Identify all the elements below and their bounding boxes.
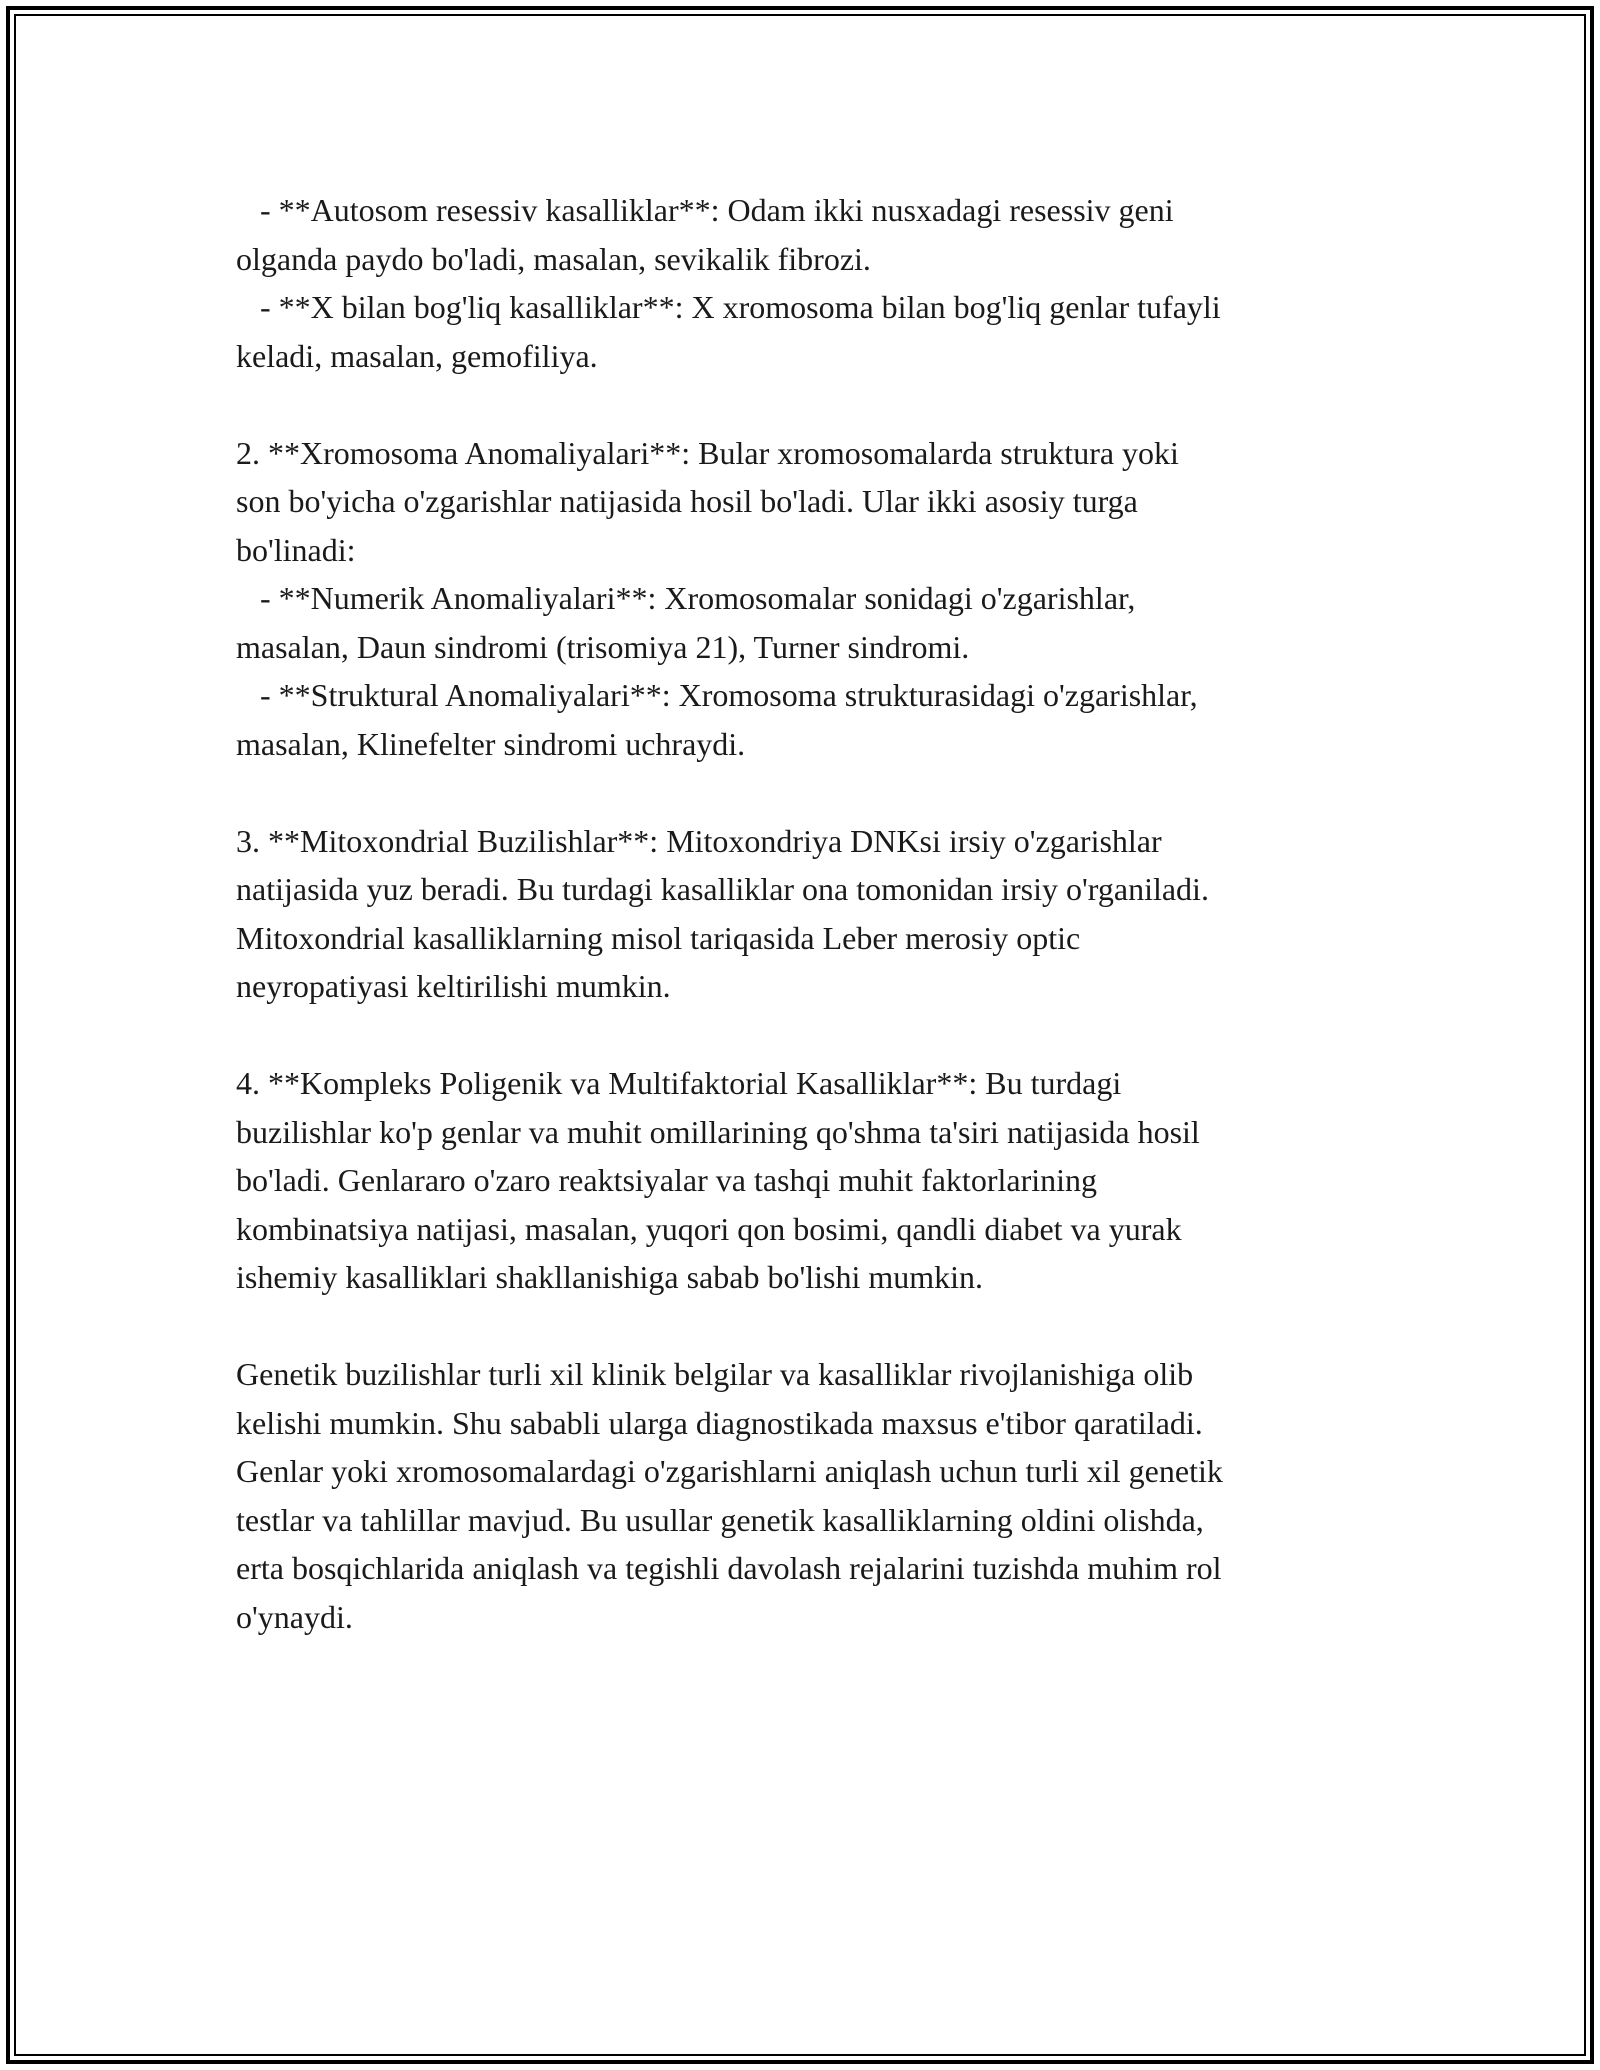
document-body <box>236 186 1376 1641</box>
text-line: keladi, masalan, gemofiliya. <box>236 337 598 374</box>
paragraph-complex-polygenic <box>236 1059 1376 1302</box>
text-line: Mitoxondrial kasalliklarning misol tariqasida Leber merosiy optic <box>236 919 1081 956</box>
paragraph-chromosome-anomalies <box>236 429 1376 769</box>
paragraph-spacer <box>236 768 1376 817</box>
text-line: Genlar yoki xromosomalardagi o'zgarishlarni aniqlash uchun turli xil genetik <box>236 1453 1223 1489</box>
text-line: kelishi mumkin. Shu sababli ularga diagnostikada maxsus e'tibor qaratiladi. <box>236 1404 1203 1441</box>
text-line: son bo'yicha o'zgarishlar natijasida hosil bo'ladi. Ular ikki asosiy turga <box>236 483 1138 519</box>
text-line: bo'linadi: <box>236 531 356 568</box>
paragraph-mitochondrial-disorders <box>236 817 1376 1011</box>
text-line: o'ynaydi. <box>236 1598 353 1635</box>
text-line: buzilishlar ko'p genlar va muhit omillarining qo'shma ta'siri natijasida hosil <box>236 1113 1200 1150</box>
text-line: olganda paydo bo'ladi, masalan, sevikalik fibrozi. <box>236 240 871 277</box>
text-line: testlar va tahlillar mavjud. Bu usullar genetik kasalliklarning oldini olishda, <box>236 1501 1204 1538</box>
paragraph-spacer <box>236 380 1376 429</box>
text-line: Genetik buzilishlar turli xil klinik belgilar va kasalliklar rivojlanishiga olib <box>236 1356 1194 1392</box>
paragraph-inheritance-types <box>236 186 1376 380</box>
text-line: bo'ladi. Genlararo o'zaro reaktsiyalar va tashqi muhit faktorlarining <box>236 1162 1097 1198</box>
paragraph-spacer <box>236 1302 1376 1351</box>
text-line: 4. **Kompleks Poligenik va Multifaktorial Kasalliklar**: Bu turdagi <box>236 1065 1122 1101</box>
text-line: - **X bilan bog'liq kasalliklar**: X xromosoma bilan bog'liq genlar tufayli <box>236 289 1221 325</box>
text-line: 2. **Xromosoma Anomaliyalari**: Bular xromosomalarda struktura yoki <box>236 434 1179 471</box>
text-line: 3. **Mitoxondrial Buzilishlar**: Mitoxondriya DNKsi irsiy o'zgarishlar <box>236 822 1162 859</box>
paragraph-spacer <box>236 1011 1376 1060</box>
text-line: - **Autosom resessiv kasalliklar**: Odam ikki nusxadagi resessiv geni <box>236 192 1174 228</box>
paragraph-conclusion <box>236 1350 1376 1641</box>
text-line: - **Numerik Anomaliyalari**: Xromosomalar sonidagi o'zgarishlar, <box>236 580 1136 616</box>
text-line: natijasida yuz beradi. Bu turdagi kasalliklar ona tomonidan irsiy o'rganiladi. <box>236 871 1209 907</box>
text-line: - **Struktural Anomaliyalari**: Xromosoma strukturasidagi o'zgarishlar, <box>236 677 1198 713</box>
text-line: masalan, Klinefelter sindromi uchraydi. <box>236 725 746 762</box>
text-line: masalan, Daun sindromi (trisomiya 21), Turner sindromi. <box>236 628 970 665</box>
text-line: ishemiy kasalliklari shakllanishiga sabab bo'lishi mumkin. <box>236 1259 983 1295</box>
text-line: neyropatiyasi keltirilishi mumkin. <box>236 968 671 1004</box>
text-line: erta bosqichlarida aniqlash va tegishli davolash rejalarini tuzishda muhim rol <box>236 1550 1222 1586</box>
text-line: kombinatsiya natijasi, masalan, yuqori qon bosimi, qandli diabet va yurak <box>236 1210 1182 1247</box>
